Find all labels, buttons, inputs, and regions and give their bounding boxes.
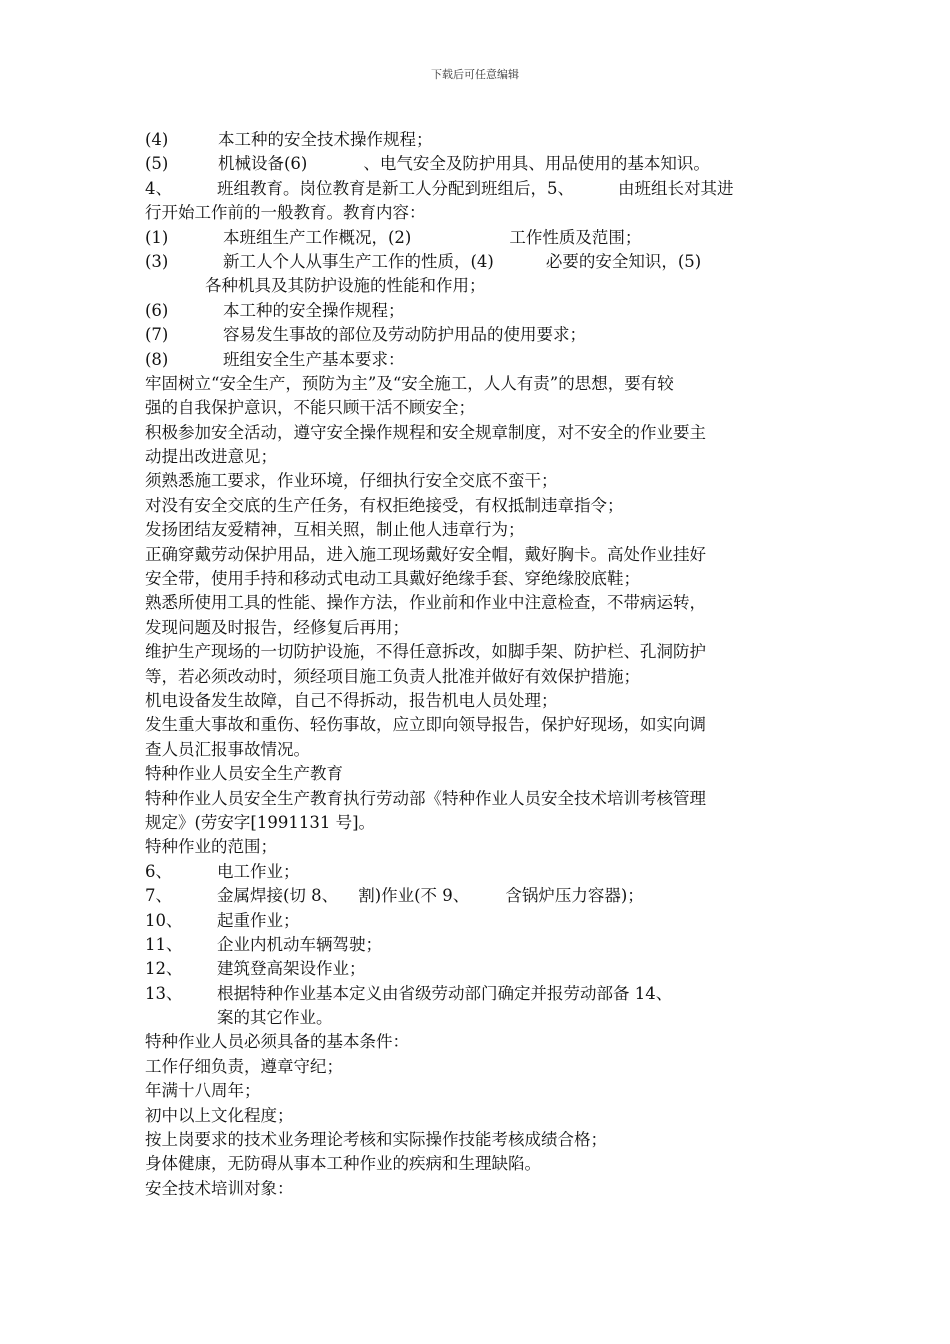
paragraph-line: 初中以上文化程度； — [145, 1105, 294, 1125]
paragraph-line: 特种作业人员必须具备的基本条件： — [145, 1032, 409, 1052]
item-number: (5) — [145, 154, 169, 174]
list-item — [145, 933, 805, 957]
paragraph-line: 熟悉所使用工具的性能、操作方法，作业前和作业中注意检查，不带病运转， — [145, 593, 706, 613]
item-text: 本工种的安全操作规程； — [223, 300, 405, 320]
section-heading: 特种作业人员安全生产教育 — [145, 764, 343, 784]
item-text: 根据特种作业基本定义由省级劳动部门确定并报劳动部备 14、 — [217, 983, 673, 1003]
item-number: 13、 — [145, 983, 183, 1003]
list-item — [145, 226, 805, 250]
list-item — [145, 152, 805, 176]
paragraph-line: 身体健康，无防碍从事本工种作业的疾病和生理缺陷。 — [145, 1154, 541, 1174]
document-body — [145, 128, 805, 1201]
list-item — [145, 128, 805, 152]
paragraph-line: 安全带，使用手持和移动式电动工具戴好绝缘手套、穿绝缘胶底鞋； — [145, 569, 640, 589]
item-number: 6、 — [145, 861, 172, 881]
item-text: 新工人个人从事生产工作的性质，(4) — [223, 251, 494, 271]
paragraph-line: 安全技术培训对象： — [145, 1178, 294, 1198]
list-item — [145, 323, 805, 347]
item-text: 必要的安全知识，(5) — [545, 251, 702, 271]
paragraph-line: 年满十八周年； — [145, 1081, 261, 1101]
item-text: 机械设备(6) — [218, 154, 308, 174]
list-item — [145, 860, 805, 884]
item-number: (4) — [145, 130, 169, 149]
paragraph-line: 机电设备发生故障，自己不得拆动，报告机电人员处理； — [145, 690, 558, 710]
list-item — [145, 299, 805, 323]
paragraph-line: 特种作业人员安全生产教育执行劳动部《特种作业人员安全技术培训考核管理 — [145, 788, 706, 808]
paragraph-line: 行开始工作前的一般教育。教育内容： — [145, 203, 426, 223]
item-text: 容易发生事故的部位及劳动防护用品的使用要求； — [223, 325, 586, 345]
item-text: 工作性质及范围； — [509, 227, 642, 247]
list-item — [145, 884, 805, 908]
item-number: 4、 — [145, 178, 172, 198]
page-header: 下载后可任意编辑 — [431, 68, 519, 81]
item-text: 电工作业； — [217, 861, 300, 881]
item-text: 建筑登高架设作业； — [217, 959, 366, 979]
paragraph-line: 等，若必须改动时，须经项目施工负责人批准并做好有效保护措施； — [145, 666, 640, 686]
item-text: 起重作业； — [217, 910, 300, 930]
paragraph-line: 规定》(劳安字[1991131 号]。 — [145, 812, 376, 832]
paragraph-line: 特种作业的范围； — [145, 837, 277, 857]
item-text: 班组安全生产基本要求： — [223, 349, 405, 369]
item-number: (6) — [145, 300, 169, 320]
item-number: (1) — [145, 227, 169, 247]
item-text: 、电气安全及防护用具、用品使用的基本知识。 — [363, 154, 710, 174]
list-item — [145, 250, 805, 274]
paragraph-line: 案的其它作业。 — [217, 1008, 333, 1028]
paragraph-line: 发生重大事故和重伤、轻伤事故，应立即向领导报告，保护好现场，如实向调 — [145, 715, 706, 735]
item-number: 11、 — [145, 934, 183, 954]
paragraph-line: 维护生产现场的一切防护设施，不得任意拆改，如脚手架、防护栏、孔洞防护 — [145, 642, 706, 662]
item-text: 由班组长对其进 — [618, 178, 734, 198]
paragraph-line: 强的自我保护意识，不能只顾干活不顾安全； — [145, 398, 475, 418]
list-item — [145, 982, 805, 1006]
paragraph-line: 工作仔细负责，遵章守纪； — [145, 1056, 343, 1076]
item-text: 企业内机动车辆驾驶； — [217, 934, 382, 954]
item-text: 金属焊接(切 8、 — [217, 886, 339, 906]
list-item — [145, 348, 805, 372]
paragraph-line: 正确穿戴劳动保护用品，进入施工现场戴好安全帽，戴好胸卡。高处作业挂好 — [145, 544, 706, 564]
paragraph-line: 牢固树立“安全生产，预防为主”及“安全施工，人人有责”的思想，要有较 — [145, 373, 674, 393]
paragraph-line: 按上岗要求的技术业务理论考核和实际操作技能考核成绩合格； — [145, 1130, 607, 1150]
paragraph-line: 积极参加安全活动，遵守安全操作规程和安全规章制度，对不安全的作业要主 — [145, 422, 706, 442]
item-number: (3) — [145, 251, 169, 271]
list-item — [145, 957, 805, 981]
item-number: 7、 — [145, 886, 172, 906]
item-text: 割)作业(不 9、 — [358, 886, 470, 906]
item-text: 含锅炉压力容器)； — [505, 886, 644, 906]
list-item — [145, 909, 805, 933]
paragraph-line: 对没有安全交底的生产任务，有权拒绝接受，有权抵制违章指令； — [145, 495, 624, 515]
item-number: (8) — [145, 349, 169, 369]
paragraph-line: 发扬团结友爱精神，互相关照，制止他人违章行为； — [145, 520, 525, 540]
paragraph-line: 发现问题及时报告，经修复后再用； — [145, 617, 409, 637]
paragraph-line: 各种机具及其防护设施的性能和作用； — [205, 276, 486, 296]
item-text: 班组教育。岗位教育是新工人分配到班组后，5、 — [217, 178, 574, 198]
paragraph-line: 须熟悉施工要求，作业环境，仔细执行安全交底不蛮干； — [145, 471, 558, 491]
item-number: (7) — [145, 325, 169, 345]
item-number: 10、 — [145, 910, 183, 930]
list-item — [145, 177, 805, 201]
item-number: 12、 — [145, 959, 183, 979]
paragraph-line: 查人员汇报事故情况。 — [145, 739, 310, 759]
paragraph-line: 动提出改进意见； — [145, 447, 277, 467]
item-text: 本班组生产工作概况，(2) — [223, 227, 412, 247]
item-text: 本工种的安全技术操作规程； — [218, 130, 433, 149]
